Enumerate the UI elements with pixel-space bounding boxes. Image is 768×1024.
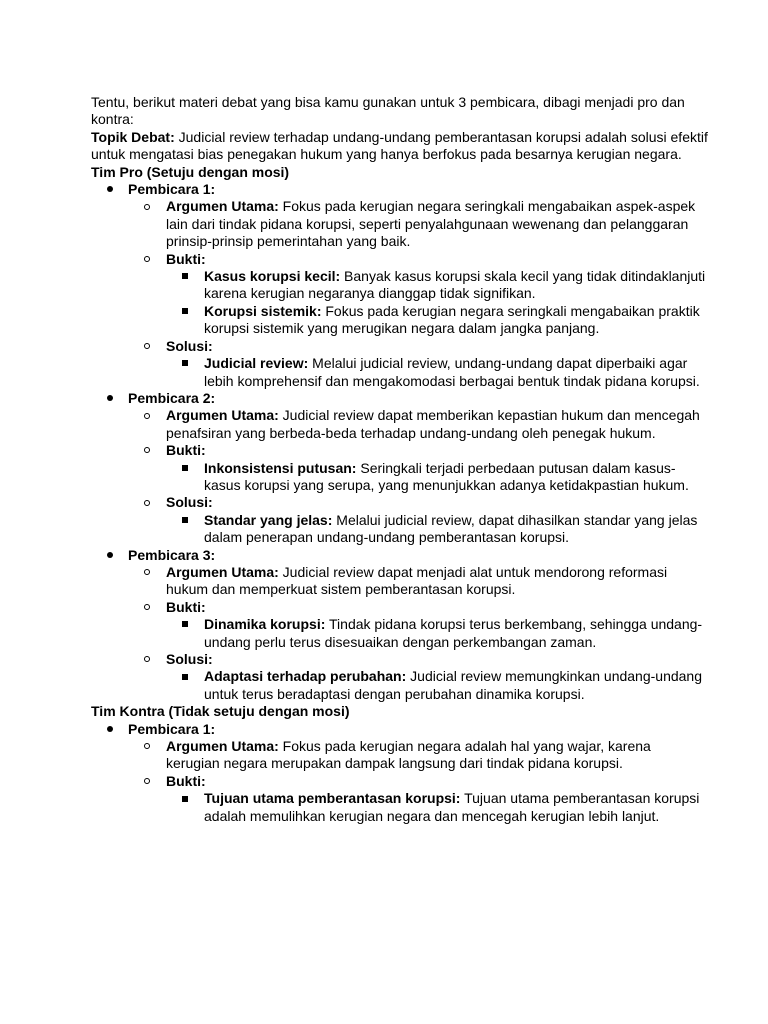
bukti-list	[166, 460, 708, 495]
circle-bullet-icon	[128, 738, 166, 755]
square-bullet-icon	[166, 303, 204, 320]
item-text: Fokus pada kerugian negara seringkali mengabaikan praktik korupsi sistemik yang merugikan negara dalam jangka panjang.	[204, 302, 700, 337]
circle-bullet-icon	[128, 494, 166, 511]
list-item	[128, 599, 708, 651]
solusi-list	[166, 668, 708, 703]
square-bullet-icon	[166, 268, 204, 285]
list-item	[128, 738, 708, 773]
list-item	[166, 668, 708, 703]
bukti-label: Bukti:	[166, 598, 206, 615]
list-item	[166, 512, 708, 547]
solusi-list	[166, 512, 708, 547]
circle-bullet-icon	[128, 407, 166, 424]
item-label: Dinamika korupsi:	[204, 616, 326, 633]
list-item	[128, 442, 708, 494]
list-item	[91, 181, 708, 390]
circle-bullet-icon	[128, 773, 166, 790]
list-item	[128, 338, 708, 390]
square-bullet-icon	[166, 616, 204, 633]
square-bullet-icon	[166, 668, 204, 685]
speaker-title: Pembicara 1:	[128, 181, 216, 198]
argumen-text: Judicial review dapat memberikan kepastian hukum dan mencegah penafsiran yang berbeda-beda terhadap undang-undang oleh penegak hukum.	[166, 407, 700, 441]
solusi-label: Solusi:	[166, 651, 213, 667]
circle-bullet-icon	[128, 251, 166, 268]
disc-bullet-icon	[91, 547, 128, 564]
speaker-title: Pembicara 2:	[128, 389, 216, 406]
list-item	[91, 547, 708, 704]
list-item	[166, 355, 708, 390]
list-item	[166, 268, 708, 303]
list-item	[128, 198, 708, 250]
kontra-speaker-list	[91, 721, 708, 825]
kontra-team-heading: Tim Kontra (Tidak setuju dengan mosi)	[91, 703, 350, 720]
item-label: Adaptasi terhadap perubahan:	[204, 668, 407, 685]
speaker-sublist	[128, 407, 708, 546]
speaker-title: Pembicara 1:	[128, 720, 216, 737]
item-text: Seringkali terjadi perbedaan putusan dalam kasus-kasus korupsi yang serupa, yang menunjukkan adanya ketidakpastian hukum.	[204, 459, 689, 493]
disc-bullet-icon	[91, 721, 128, 738]
item-label: Korupsi sistemik:	[204, 302, 322, 319]
argumen-text: Judicial review dapat menjadi alat untuk mendorong reformasi hukum dan memperkuat sistem pemberantasan korupsi.	[166, 563, 668, 598]
pro-speaker-list	[91, 181, 708, 703]
argumen-text: Fokus pada kerugian negara adalah hal yang wajar, karena kerugian negara merupakan dampak langsung dari tindak pidana korupsi.	[166, 738, 651, 772]
argumen-label: Argumen Utama:	[166, 198, 279, 215]
item-text: Melalui judicial review, dapat dihasilkan standar yang jelas dalam penerapan undang-undang pemberantasan korupsi.	[204, 511, 698, 546]
item-label: Standar yang jelas:	[204, 511, 333, 528]
circle-bullet-icon	[128, 599, 166, 616]
list-item	[128, 407, 708, 442]
item-text: Melalui judicial review, undang-undang dapat diperbaiki agar lebih komprehensif dan mengakomodasi berbagai bentuk tindak pidana korupsi.	[204, 355, 700, 389]
list-item	[91, 721, 708, 825]
item-text: Tujuan utama pemberantasan korupsi adalah memulihkan kerugian negara dan mencegah kerugian lebih lanjut.	[204, 790, 700, 824]
item-text: Banyak kasus korupsi skala kecil yang tidak ditindaklanjuti karena kerugian negaranya dianggap tidak signifikan.	[204, 268, 706, 302]
topic-label: Topik Debat:	[91, 128, 175, 145]
list-item	[166, 460, 708, 495]
intro-paragraph: Tentu, berikut materi debat yang bisa kamu gunakan untuk 3 pembicara, dibagi menjadi pro dan kontra:	[91, 94, 685, 128]
list-item	[166, 303, 708, 338]
speaker-sublist	[128, 198, 708, 389]
item-label: Tujuan utama pemberantasan korupsi:	[204, 790, 461, 807]
bukti-label: Bukti:	[166, 442, 206, 459]
item-label: Inkonsistensi putusan:	[204, 459, 357, 476]
circle-bullet-icon	[128, 442, 166, 459]
list-item	[166, 790, 708, 825]
speaker-sublist	[128, 564, 708, 703]
disc-bullet-icon	[91, 181, 128, 198]
bukti-list	[166, 268, 708, 338]
speaker-title: Pembicara 3:	[128, 546, 216, 563]
square-bullet-icon	[166, 460, 204, 477]
square-bullet-icon	[166, 790, 204, 807]
topic-text: Judicial review terhadap undang-undang pemberantasan korupsi adalah solusi efektif untuk mengatasi bias penegakan hukum yang hanya berfokus pada besarnya kerugian negara.	[91, 128, 708, 163]
item-label: Judicial review:	[204, 355, 309, 372]
circle-bullet-icon	[128, 651, 166, 668]
disc-bullet-icon	[91, 390, 128, 407]
argumen-text: Fokus pada kerugian negara seringkali mengabaikan aspek-aspek lain dari tindak pidana korupsi, seperti penyalahgunaan wewenang dan pelanggaran prinsip-prinsip pemerintahan yang baik.	[166, 198, 696, 250]
item-text: Judicial review memungkinkan undang-undang untuk terus beradaptasi dengan perubahan dinamika korupsi.	[204, 668, 703, 702]
list-item	[166, 616, 708, 651]
list-item	[128, 564, 708, 599]
item-label: Kasus korupsi kecil:	[204, 268, 341, 285]
solusi-label: Solusi:	[166, 494, 213, 511]
list-item	[128, 494, 708, 546]
argumen-label: Argumen Utama:	[166, 563, 279, 580]
list-item	[128, 773, 708, 825]
argumen-label: Argumen Utama:	[166, 407, 279, 424]
list-item	[91, 390, 708, 547]
circle-bullet-icon	[128, 198, 166, 215]
list-item	[128, 251, 708, 338]
bukti-list	[166, 616, 708, 651]
solusi-label: Solusi:	[166, 337, 213, 354]
square-bullet-icon	[166, 512, 204, 529]
bukti-label: Bukti:	[166, 772, 206, 789]
pro-team-heading: Tim Pro (Setuju dengan mosi)	[91, 163, 290, 180]
argumen-label: Argumen Utama:	[166, 738, 279, 755]
bukti-label: Bukti:	[166, 250, 206, 267]
bukti-list	[166, 790, 708, 825]
circle-bullet-icon	[128, 338, 166, 355]
solusi-list	[166, 355, 708, 390]
circle-bullet-icon	[128, 564, 166, 581]
list-item	[128, 651, 708, 703]
speaker-sublist	[128, 738, 708, 825]
square-bullet-icon	[166, 355, 204, 372]
topic-paragraph	[91, 129, 708, 164]
item-text: Tindak pidana korupsi terus berkembang, sehingga undang-undang perlu terus disesuaikan dengan perkembangan zaman.	[204, 616, 703, 650]
